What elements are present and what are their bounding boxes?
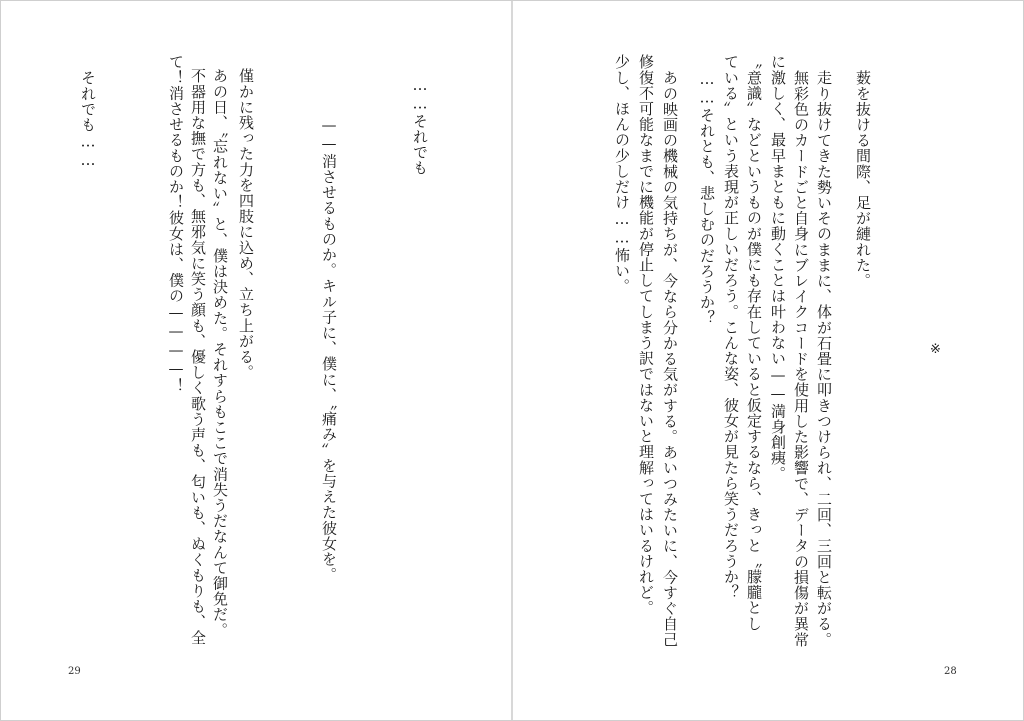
text-line: て！消させるものか！彼女は、僕の————！ [167, 54, 185, 394]
page-number: 29 [68, 666, 81, 677]
text-line: 無彩色のカードごと自身にブレイクコードを使用した影響で、データの損傷が異常 [792, 70, 810, 648]
text-line: 僅かに残った力を四肢に込め、立ち上がる。 [237, 68, 255, 380]
text-line: 修復不可能なまでに機能が停止してしまう訳ではないと理解ってはいるけれど。 [637, 54, 655, 616]
text-line: 走り抜けてきた勢いそのままに、体が石畳に叩きつけられ、二回、三回と転がる。 [815, 70, 833, 648]
left-page [0, 0, 511, 721]
text-line: ……それとも、悲しむのだろうか？ [698, 70, 716, 326]
text-line: 不器用な撫で方も、無邪気に笑う顔も、優しく歌う声も、匂いも、ぬくもりも、全 [189, 68, 207, 646]
text-line: ……それでも [411, 76, 429, 176]
text-line: ている〟という表現が正しいだろう。こんな姿、彼女が見たら笑うだろうか？ [722, 54, 740, 600]
text-line: 薮を抜ける間際、足が縺れた。 [854, 70, 872, 289]
text-line: ——消させるものか。キル子に、僕に、〝痛み〟を与えた彼女を。 [320, 116, 338, 583]
section-mark: ※ [930, 342, 941, 357]
text-line: 少し、ほんの少しだけ……怖い。 [613, 54, 631, 294]
page-number: 28 [944, 666, 957, 677]
text-line: あの日、〝忘れない〟と、僕は決めた。それすらもここで消失うだなんて御免だ。 [211, 68, 229, 638]
right-page [513, 0, 1024, 721]
text-line: に激しく、最早まともに動くことは叶わない——満身創痍。 [769, 54, 787, 482]
text-line: 〝意識〟などというものが僕にも存在していると仮定するなら、きっと〝朦朧とし [745, 54, 763, 632]
text-line: それでも…… [79, 70, 97, 170]
text-line: あの映画の機械の気持ちが、今なら分かる気がする。あいつみたいに、今すぐ自己 [661, 70, 679, 648]
